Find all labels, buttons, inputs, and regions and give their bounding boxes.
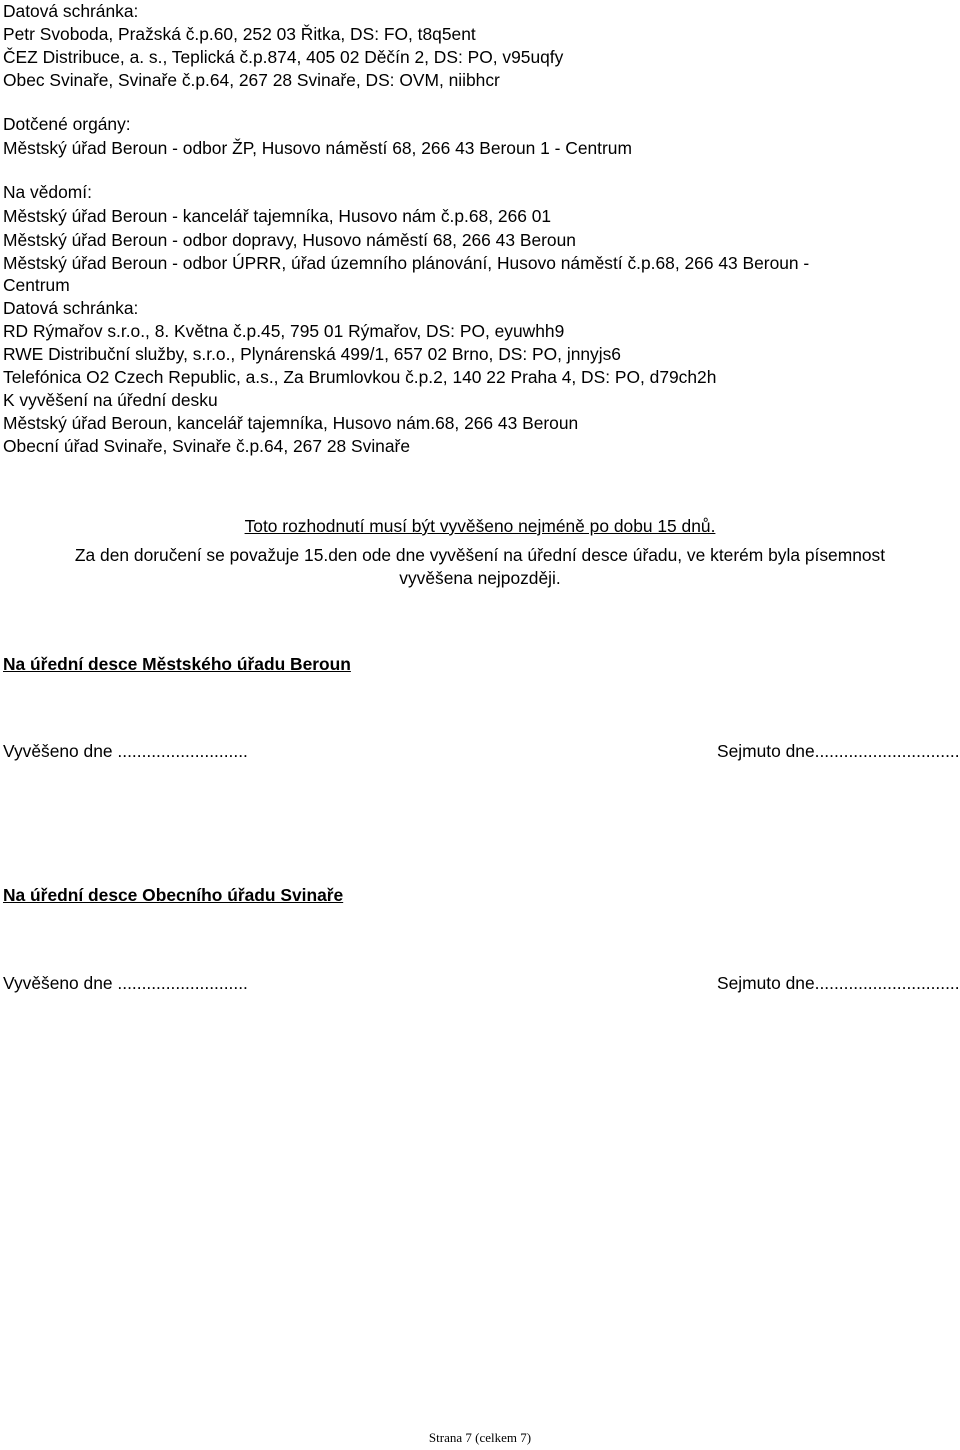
recipient-line: Telefónica O2 Czech Republic, a.s., Za Brumlovkou č.p.2, 140 22 Praha 4, DS: PO, d79ch2h — [3, 367, 717, 387]
recipient-line: Centrum — [3, 275, 70, 295]
recipient-line: RD Rýmařov s.r.o., 8. Května č.p.45, 795 01 Rýmařov, DS: PO, eyuwhh9 — [3, 321, 565, 341]
recipient-line: Obecní úřad Svinaře, Svinaře č.p.64, 267 28 Svinaře — [3, 436, 410, 456]
delivery-notice-line: vyvěšena nejpozději. — [399, 568, 561, 588]
posted-date-field: Vyvěšeno dne ........................... — [3, 741, 248, 761]
datova-schranka-heading: Datová schránka: — [3, 1, 139, 21]
recipient-line: RWE Distribuční služby, s.r.o., Plynárenská 499/1, 657 02 Brno, DS: PO, jnnyjs6 — [3, 344, 621, 364]
recipient-line: Městský úřad Beroun - kancelář tajemníka, Husovo nám č.p.68, 266 01 — [3, 206, 552, 226]
na-vedomi-heading: Na vědomí: — [3, 182, 92, 202]
removed-date-field: Sejmuto dne.............................. — [717, 741, 960, 761]
recipient-line: ČEZ Distribuce, a. s., Teplická č.p.874, 405 02 Děčín 2, DS: PO, v95uqfy — [3, 47, 564, 67]
dotcene-organy-heading: Dotčené orgány: — [3, 114, 131, 134]
posted-date-field: Vyvěšeno dne ........................... — [3, 973, 248, 993]
recipient-line: Obec Svinaře, Svinaře č.p.64, 267 28 Svinaře, DS: OVM, niibhcr — [3, 70, 500, 90]
board-title-svinare: Na úřední desce Obecního úřadu Svinaře — [3, 885, 344, 905]
recipient-line: Městský úřad Beroun - odbor ŽP, Husovo náměstí 68, 266 43 Beroun 1 - Centrum — [3, 138, 632, 158]
datova-schranka-heading: Datová schránka: — [3, 298, 139, 318]
recipient-line: Petr Svoboda, Pražská č.p.60, 252 03 Řitka, DS: FO, t8q5ent — [3, 24, 476, 44]
uredni-deska-heading: K vyvěšení na úřední desku — [3, 390, 218, 410]
posting-requirement: Toto rozhodnutí musí být vyvěšeno nejméně po dobu 15 dnů. — [244, 516, 716, 536]
board-title-beroun: Na úřední desce Městského úřadu Beroun — [3, 654, 351, 674]
delivery-notice-line: Za den doručení se považuje 15.den ode dne vyvěšení na úřední desce úřadu, ve kterém byla písemnost — [74, 545, 886, 565]
removed-date-field: Sejmuto dne.............................. — [717, 973, 960, 993]
page-number: Strana 7 (celkem 7) — [428, 1430, 532, 1445]
recipient-line: Městský úřad Beroun - odbor dopravy, Husovo náměstí 68, 266 43 Beroun — [3, 230, 576, 250]
recipient-line: Městský úřad Beroun - odbor ÚPRR, úřad územního plánování, Husovo náměstí č.p.68, 266 43 Beroun - — [3, 253, 810, 273]
recipient-line: Městský úřad Beroun, kancelář tajemníka, Husovo nám.68, 266 43 Beroun — [3, 413, 579, 433]
